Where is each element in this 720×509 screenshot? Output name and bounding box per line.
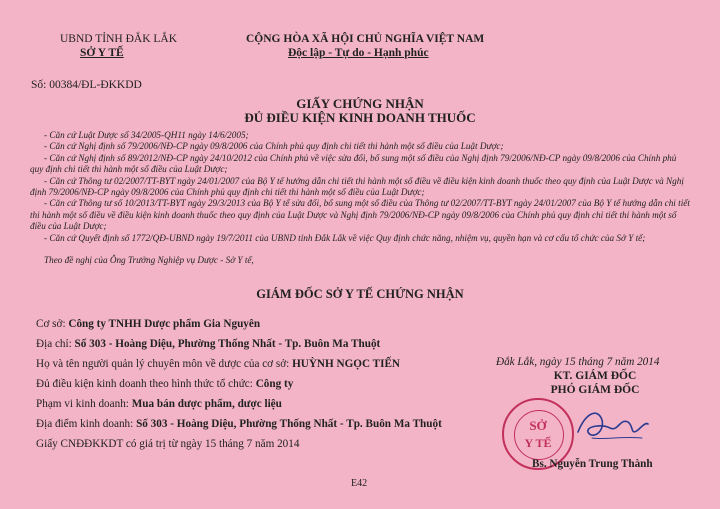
signature-for-line: KT. GIÁM ĐỐC [553, 370, 637, 382]
business-location-label: Địa điểm kinh doanh: [36, 418, 137, 430]
legal-basis-6: - Căn cứ Quyết định số 1772/QĐ-UBND ngày 19/7/2011 của UBND tỉnh Đắk Lắk về việc Quy định chức năng, nhiệm vụ, quyền hạn và cơ cấu tổ chức của Sở Y tế; [44, 232, 646, 243]
seal-text-line2: Y TẾ [524, 436, 552, 450]
facility-label: Cơ sở: [36, 318, 69, 330]
handwritten-signature [572, 402, 652, 446]
address-label: Địa chỉ: [36, 338, 75, 350]
business-scope-label: Phạm vi kinh doanh: [36, 398, 132, 410]
validity-line: Giấy CNĐĐKKDT có giá trị từ ngày 15 tháng 7 năm 2014 [36, 438, 300, 450]
agency-name: UBND TỈNH ĐẮK LẮK [60, 33, 178, 45]
manager-row [36, 358, 400, 370]
republic-name: CỘNG HÒA XÃ HỘI CHỦ NGHĨA VIỆT NAM [246, 33, 485, 45]
business-location-row [36, 418, 442, 430]
legal-basis-2: - Căn cứ Nghị định số 79/2006/NĐ-CP ngày 09/8/2006 của Chính phủ quy định chi tiết thi hành một số điều của Luật Dược; [44, 141, 504, 152]
address-value: Số 303 - Hoàng Diệu, Phường Thống Nhất - Tp. Buôn Ma Thuột [74, 338, 381, 350]
facility-value: Công ty TNHH Dược phẩm Gia Nguyên [68, 318, 261, 330]
document-number: Số: 00384/ĐL-ĐKKDD [31, 79, 142, 91]
legal-basis-4: - Căn cứ Thông tư 02/2007/TT-BYT ngày 24/01/2007 của Bộ Y tế hướng dẫn chi tiết thi hành một số điều về điều kiện kinh doanh thuốc theo quy định của Luật Dược và Nghị định 79/2006/NĐ-CP ngày 09/8/2006 của Chính phủ quy định chi tiết thi hành một số điều của Luật Dược; [30, 175, 684, 197]
certificate-title-line2: ĐỦ ĐIỀU KIỆN KINH DOANH THUỐC [244, 110, 476, 125]
business-location-value: Số 303 - Hoàng Diệu, Phường Thống Nhất - Tp. Buôn Ma Thuột [136, 418, 442, 430]
business-form-label: Đủ điều kiện kinh doanh theo hình thức tổ chức: [36, 378, 256, 390]
proposal-line: Theo đề nghị của Ông Trưởng Nghiệp vụ Dược - Sở Y tế, [44, 255, 254, 266]
business-scope-value: Mua bán dược phẩm, dược liệu [131, 398, 282, 410]
seal-text-line1: SỞ [529, 418, 547, 433]
manager-label: Họ và tên người quản lý chuyên môn về dược của cơ sở: [36, 358, 293, 370]
legal-basis-1: - Căn cứ Luật Dược số 34/2005-QH11 ngày 14/6/2005; [44, 130, 249, 140]
national-motto: Độc lập - Tự do - Hạnh phúc [288, 47, 429, 59]
manager-value: HUỲNH NGỌC TIẾN [292, 358, 401, 370]
facility-row [36, 318, 260, 330]
place-date: Đắk Lắk, ngày 15 tháng 7 năm 2014 [496, 356, 660, 368]
legal-basis-5: - Căn cứ Thông tư số 10/2013/TT-BYT ngày 29/3/2013 của Bộ Y tế sửa đổi, bổ sung một số điều của Thông tư 02/2007/TT-BYT ngày 24/01/2007 của Bộ Y tế hướng dẫn chi tiết thi hành một số điều về điều kiện kinh doanh thuốc theo quy định của Luật Dược và Nghị định 79/2006/NĐ-CP ngày 09/8/2006 của Chính phủ quy định chi tiết thi hành một số điều của Luật Dược; [30, 198, 690, 232]
department-name: SỞ Y TẾ [80, 47, 124, 59]
signature-title: PHÓ GIÁM ĐỐC [550, 384, 640, 396]
certify-heading: GIÁM ĐỐC SỞ Y TẾ CHỨNG NHẬN [256, 287, 464, 301]
address-row [36, 338, 380, 350]
legal-basis-3: - Căn cứ Nghị định số 89/2012/NĐ-CP ngày 24/10/2012 của Chính phủ về việc sửa đổi, bổ sung một số điều của Nghị định 79/2006/NĐ-CP ngày 09/8/2006 của Chính phủ quy định chi tiết thi hành một số điều của Luật Dược; [30, 152, 677, 175]
business-form-value: Công ty [255, 378, 294, 390]
business-scope-row [36, 398, 282, 410]
certificate-title-line1: GIẤY CHỨNG NHẬN [296, 96, 424, 111]
footer-code: E42 [351, 478, 368, 489]
signer-name: Bs. Nguyễn Trung Thành [532, 458, 653, 470]
business-form-row [36, 378, 293, 390]
